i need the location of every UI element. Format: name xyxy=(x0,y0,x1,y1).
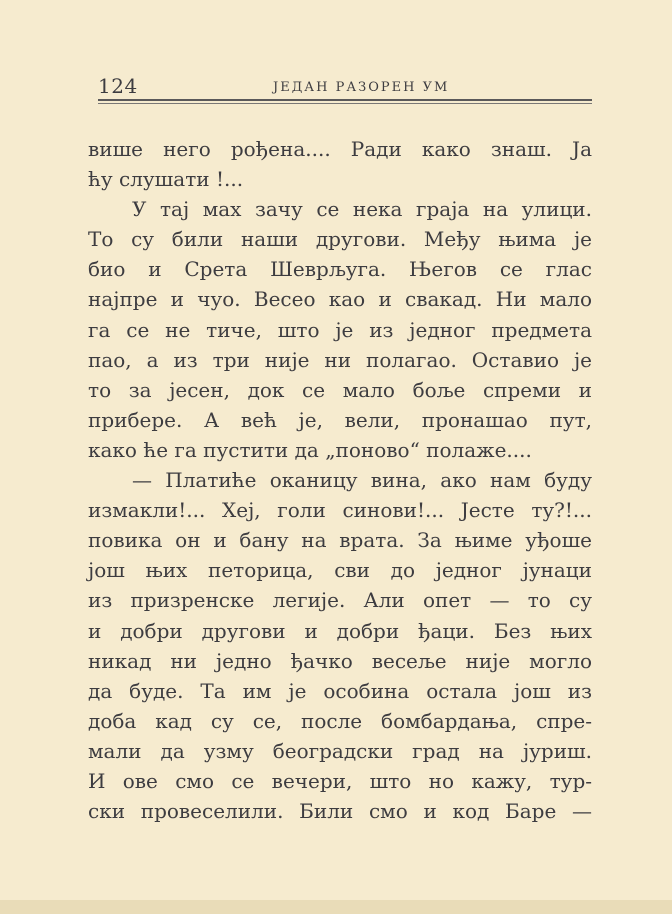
text-line: из призренске легије. Али опет — то су xyxy=(88,588,592,613)
body-text xyxy=(88,134,592,826)
text-line: да буде. Та им је особина остала још из xyxy=(88,678,592,703)
text-line: најпре и чуо. Весео као и свакад. Ни мало xyxy=(88,287,592,312)
text-line: га се не тиче, што је из једног предмета xyxy=(88,317,592,342)
text-line: мали да узму београдски град на јуриш. xyxy=(88,738,592,763)
text-line: више него рођена.... Ради како знаш. Ја xyxy=(88,137,592,161)
header-rule xyxy=(98,99,592,101)
text-line: повика он и бану на врата. За њиме уђоше xyxy=(88,528,592,553)
text-line: ски провеселили. Били смо и код Баре — xyxy=(88,799,592,824)
text-line: како ће га пустити да „поново“ полаже.... xyxy=(88,437,532,462)
text-line: И ове смо се вечери, што но кажу, тур- xyxy=(88,768,592,793)
text-line: још њих петорица, сви до једног јунаци xyxy=(88,558,592,583)
text-line: пао, а из три није ни полагао. Оставио је xyxy=(88,347,592,372)
page-number: 124 xyxy=(98,74,138,98)
text-line: То су били наши другови. Међу њима је xyxy=(88,227,592,252)
text-line: био и Срета Шеврљуга. Његов се глас xyxy=(88,257,592,282)
text-line: — Платиће оканицу вина, ако нам буду xyxy=(132,468,592,493)
text-line: и добри другови и добри ђаци. Без њих xyxy=(88,618,592,643)
text-line: никад ни једно ђачко весеље није могло xyxy=(88,648,592,673)
page-bottom-edge xyxy=(0,900,672,914)
text-line: доба кад су се, после бомбардања, спре- xyxy=(88,708,592,733)
running-title: ЈЕДАН РАЗОРЕН УМ xyxy=(273,80,450,95)
text-line: то за јесен, док се мало боље спреми и xyxy=(88,377,592,402)
page-header xyxy=(98,72,592,106)
text-line: ћу слушати !... xyxy=(88,167,244,192)
text-line: У тај мах зачу се нека граја на улици. xyxy=(132,197,592,222)
text-line: прибере. А већ је, вели, пронашао пут, xyxy=(88,407,592,432)
text-line: измакли!... Хеј, голи синови!... Јесте ту?!... xyxy=(88,498,592,523)
header-rule-thin xyxy=(98,103,592,104)
